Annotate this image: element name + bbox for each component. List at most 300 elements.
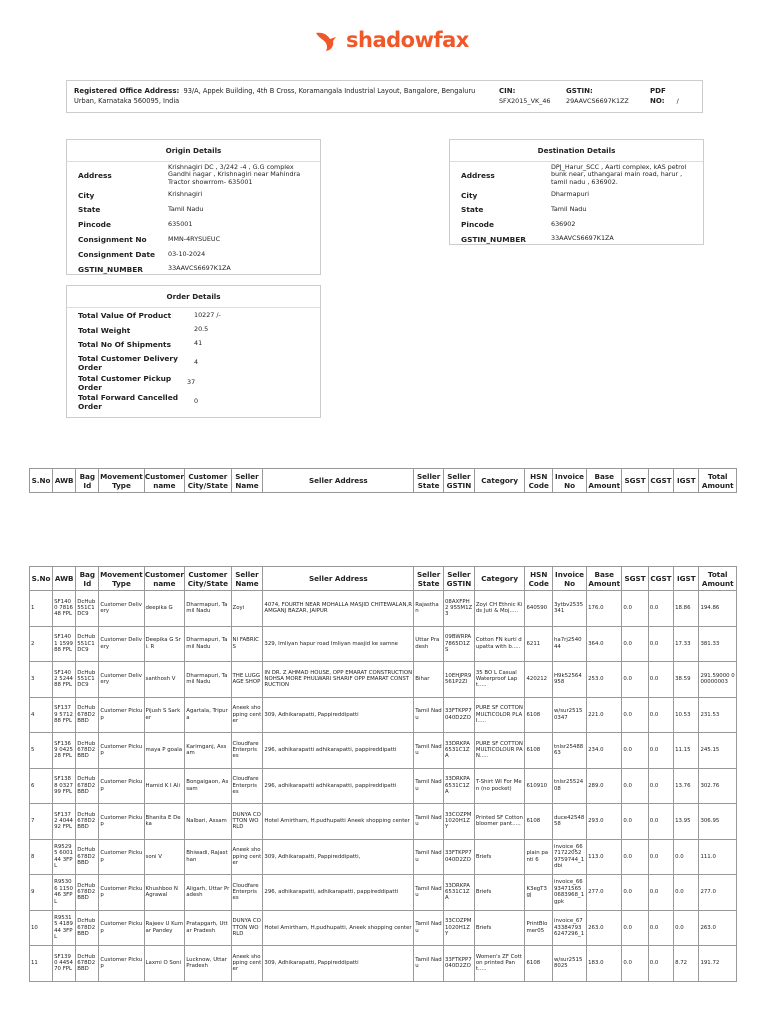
col-header: Bag Id <box>76 567 99 591</box>
cell-customer-city-state: Bhiwadi, Rajasthan <box>185 839 231 875</box>
cell-igst: 13.76 <box>674 768 699 804</box>
col-header: SGST <box>622 567 648 591</box>
cell-seller-gstin: 33COZPM 1020H1ZY <box>444 804 475 840</box>
cell-sno: 4 <box>30 697 53 733</box>
cin-label: CIN: <box>499 87 516 95</box>
col-header: AWB <box>53 567 76 591</box>
cell-movement-type: Customer Pickup <box>99 804 144 840</box>
cell-customer-name: maya P goala <box>144 733 185 769</box>
origin-gstin-row <box>67 262 320 276</box>
cell-customer-name: Bhanita E Deka <box>144 804 185 840</box>
cell-seller-state: Rajastha n <box>414 591 444 627</box>
cell-base-amount: 263.0 <box>587 910 622 946</box>
col-header: CGST <box>648 469 673 493</box>
cell-customer-city-state: Dharmapuri, Tamil Nadu <box>185 662 231 698</box>
cin-block <box>499 86 550 106</box>
destination-state-label: State <box>461 205 484 214</box>
cell-igst: 0.0 <box>674 839 699 875</box>
cell-cgst: 0.0 <box>648 768 673 804</box>
col-header: Category <box>474 469 525 493</box>
cell-customer-name: santhosh V <box>144 662 185 698</box>
cell-bag-id: DcHub 678D2 BBD <box>76 697 99 733</box>
cell-seller-address: Hotel Amirtham, H.pudhupatti Aneek shopping center <box>263 804 414 840</box>
cell-awb: SF1402 524488 FPL <box>53 662 76 698</box>
order-total-weight-value: 20.5 <box>194 325 209 334</box>
destination-city-value: Dharmapuri <box>551 190 590 199</box>
destination-details-title: Destination Details <box>450 140 703 162</box>
gstin-value: 29AAVCS6697K1ZZ <box>566 97 629 105</box>
cell-awb: SF1400 781648 FPL <box>53 591 76 627</box>
origin-address-value: Krishnagiri DC , 3/242 -4 , G.G complex Gandhi nagar , Krishnagiri near Mahindra Tractor showrrom- 635001 <box>168 162 301 186</box>
cell-awb: R95295 600144 3FPL <box>53 839 76 875</box>
cell-igst: 8.72 <box>674 946 699 982</box>
cell-seller-address: 309, Adhikarapatti, Pappireddipatti <box>263 697 414 733</box>
cell-cgst: 0.0 <box>648 875 673 911</box>
items-table-header-row <box>30 567 737 591</box>
cell-seller-address: 309, Adhikarapatti, Pappireddipatti, <box>263 839 414 875</box>
cell-seller-state: Bihar <box>414 662 444 698</box>
origin-city-value: Krishnagiri <box>168 190 203 199</box>
col-header: S.No <box>30 567 53 591</box>
col-header: Invoice No <box>553 469 587 493</box>
cell-invoice-no: 3ytbv2535 341 <box>553 591 587 627</box>
cell-igst: 13.95 <box>674 804 699 840</box>
cell-seller-state: Tamil Nadu <box>414 697 444 733</box>
cell-seller-address: IN DR. Z AHMAD HOUSE, OPP EMARAT CONSTRUCTION NOHSA MORE PHULWARI SHARIF OPP EMARAT CONSTRUCTION <box>263 662 414 698</box>
destination-state-row <box>450 202 703 217</box>
cell-awb: SF1401 159988 FPL <box>53 626 76 662</box>
cell-cgst: 0.0 <box>648 733 673 769</box>
origin-state-value: Tamil Nadu <box>168 204 204 213</box>
cell-cgst: 0.0 <box>648 626 673 662</box>
origin-consignment-date-row <box>67 247 320 262</box>
cell-seller-name: THE LUGGAGE SHOP <box>231 662 263 698</box>
cell-seller-address: 309, Adhikarapatti, Pappireddipatti <box>263 946 414 982</box>
destination-pincode-row <box>450 217 703 232</box>
cell-customer-name: Deepika G Sri. R <box>144 626 185 662</box>
cell-seller-address: 4074, FOURTH NEAR MOHALLA MASJID CHITEWALAN,RAMGANJ BAZAR, JAIPUR <box>263 591 414 627</box>
cell-category: Women's ZF Cotton printed Pant..... <box>474 946 525 982</box>
cell-sgst: 0.0 <box>622 910 648 946</box>
destination-address-row <box>450 162 703 188</box>
cell-igst: 0.0 <box>674 875 699 911</box>
cell-cgst: 0.0 <box>648 804 673 840</box>
brand-logo <box>314 24 469 56</box>
cell-sno: 2 <box>30 626 53 662</box>
cell-cgst: 0.0 <box>648 910 673 946</box>
cell-category: Zoyi CH Ethnic Kids Juti & Moj..... <box>474 591 525 627</box>
cell-invoice-no: invoice_66 71722052 9759744_1 dbi <box>553 839 587 875</box>
cell-category: Briefs <box>474 910 525 946</box>
cell-movement-type: Customer Delivery <box>99 591 144 627</box>
cell-invoice-no: tnlsr25488 63 <box>553 733 587 769</box>
col-header: SGST <box>622 469 648 493</box>
gstin-label: GSTIN: <box>566 87 593 95</box>
cell-sno: 8 <box>30 839 53 875</box>
col-header: Customer City/State <box>185 567 231 591</box>
cell-seller-address: 329, Imliyan hapur road Imliyan masjid ke samne <box>263 626 414 662</box>
items-table-body <box>30 591 737 982</box>
cell-hsn-code: 420212 <box>525 662 553 698</box>
col-header: HSN Code <box>525 469 553 493</box>
cell-customer-city-state: Dharmapuri, Tamil Nadu <box>185 591 231 627</box>
cell-seller-name: NI FABRICS <box>231 626 263 662</box>
cell-seller-gstin: 33FTKPP7 040D2ZO <box>444 946 475 982</box>
cell-invoice-no: invoice_66 93471565 0683968_1 gpk <box>553 875 587 911</box>
cell-sgst: 0.0 <box>622 875 648 911</box>
cell-seller-gstin: 33FTKPP7 040D2ZO <box>444 697 475 733</box>
order-total-weight-row <box>67 323 320 337</box>
cell-seller-name: Aneek shopping center <box>231 697 263 733</box>
cell-awb: SF1379 571288 FPL <box>53 697 76 733</box>
cell-customer-name: Rajeev U Kumar Pandey <box>144 910 185 946</box>
col-header: Seller Address <box>263 469 414 493</box>
cell-awb: SF1369 042528 FPL <box>53 733 76 769</box>
cell-customer-name: Pijush S Sarker <box>144 697 185 733</box>
cell-invoice-no: H9k52564 958 <box>553 662 587 698</box>
origin-consignment-no-label: Consignment No <box>78 235 147 244</box>
cell-bag-id: DcHub 678D2 BBD <box>76 839 99 875</box>
cell-customer-city-state: Aligarh, Uttar Pradesh <box>185 875 231 911</box>
registered-address-value: 93/A, Appek Building, 4th B Cross, Koramangala Industrial Layout, Bangalore, Bengaluru Urban, Karnataka 560095, India <box>74 87 476 105</box>
destination-pincode-value: 636902 <box>551 219 576 228</box>
col-header: AWB <box>53 469 76 493</box>
cell-hsn-code: 6108 <box>525 697 553 733</box>
cell-igst: 0.0 <box>674 910 699 946</box>
order-delivery-row <box>67 351 320 375</box>
cell-seller-name: Zoyi <box>231 591 263 627</box>
destination-gstin-label: GSTIN_NUMBER <box>461 234 526 244</box>
pdf-no-block <box>650 86 679 106</box>
origin-address-row <box>67 162 320 188</box>
cell-hsn-code: 6108 <box>525 946 553 982</box>
cell-seller-state: Tamil Nadu <box>414 875 444 911</box>
cell-cgst: 0.0 <box>648 946 673 982</box>
cell-base-amount: 289.0 <box>587 768 622 804</box>
cell-seller-gstin: 08AXFPH2 955M1Z3 <box>444 591 475 627</box>
cell-seller-gstin: 09BWRPA 7865D1ZS <box>444 626 475 662</box>
cell-customer-city-state: Dharmapuri, Tamil Nadu <box>185 626 231 662</box>
order-total-value-value: 10227 /- <box>194 310 221 319</box>
cell-movement-type: Customer Pickup <box>99 768 144 804</box>
order-details-box <box>66 285 321 418</box>
cell-total-amount: 245.15 <box>699 733 737 769</box>
cell-hsn-code: 6108 <box>525 804 553 840</box>
cell-sgst: 0.0 <box>622 662 648 698</box>
cell-bag-id: DcHub 678D2 BBD <box>76 804 99 840</box>
registered-address <box>74 87 479 106</box>
cell-seller-gstin: 33COZPM 1020H1ZY <box>444 910 475 946</box>
shadowfax-bird-icon <box>314 27 340 53</box>
cin-value: SFX2015_VK_46 <box>499 97 551 105</box>
cell-total-amount: 191.72 <box>699 946 737 982</box>
table-row <box>30 839 737 875</box>
cell-movement-type: Customer Pickup <box>99 697 144 733</box>
cell-seller-state: Tamil Nadu <box>414 733 444 769</box>
cell-seller-state: Uttar Pradesh <box>414 626 444 662</box>
cell-total-amount: 194.86 <box>699 591 737 627</box>
cell-igst: 38.59 <box>674 662 699 698</box>
cell-seller-name: Aneek shopping center <box>231 839 263 875</box>
registered-address-label: Registered Office Address: <box>74 87 180 95</box>
order-total-value-row <box>67 308 320 323</box>
col-header: Seller Name <box>231 567 263 591</box>
cell-base-amount: 253.0 <box>587 662 622 698</box>
origin-gstin-value: 33AAVCS6697K1ZA <box>168 264 231 273</box>
no-value: / <box>676 97 679 105</box>
destination-pincode-label: Pincode <box>461 220 494 229</box>
cell-awb: R95306 115046 3FPL <box>53 875 76 911</box>
cell-category: T-Shirt WI For Men (no pocket) <box>474 768 525 804</box>
col-header: Bag Id <box>76 469 99 493</box>
cell-base-amount: 364.0 <box>587 626 622 662</box>
order-pickup-label: Total Customer Pickup Order <box>78 373 172 392</box>
cell-movement-type: Customer Pickup <box>99 733 144 769</box>
cell-hsn-code: 610910 <box>525 768 553 804</box>
table-row <box>30 626 737 662</box>
destination-state-value: Tamil Nadu <box>551 204 587 213</box>
col-header: Movement Type <box>99 469 144 493</box>
order-total-value-label: Total Value Of Product <box>78 311 172 320</box>
destination-details-box <box>449 139 704 245</box>
cell-sgst: 0.0 <box>622 768 648 804</box>
cell-sno: 6 <box>30 768 53 804</box>
cell-invoice-no: duce42548 58 <box>553 804 587 840</box>
origin-city-row <box>67 188 320 202</box>
cell-total-amount: 306.95 <box>699 804 737 840</box>
cell-sno: 11 <box>30 946 53 982</box>
col-header: Total Amount <box>699 469 737 493</box>
destination-gstin-value: 33AAVCS6697K1ZA <box>551 234 614 243</box>
cell-customer-name: soni V <box>144 839 185 875</box>
origin-details-box <box>66 139 321 275</box>
cell-sno: 9 <box>30 875 53 911</box>
order-total-weight-label: Total Weight <box>78 325 131 335</box>
destination-address-label: Address <box>461 170 495 180</box>
col-header: S.No <box>30 469 53 493</box>
order-total-shipments-row <box>67 337 320 351</box>
brand-name: shadowfax <box>346 28 469 52</box>
cell-bag-id: DcHub 678D2 BBD <box>76 875 99 911</box>
cell-cgst: 0.0 <box>648 591 673 627</box>
cell-sno: 10 <box>30 910 53 946</box>
cell-category: Briefs <box>474 839 525 875</box>
col-header: Base Amount <box>587 567 622 591</box>
col-header: Invoice No <box>553 567 587 591</box>
cell-movement-type: Customer Delivery <box>99 662 144 698</box>
cell-bag-id: DcHub 551C1 DC9 <box>76 626 99 662</box>
cell-seller-state: Tamil Nadu <box>414 768 444 804</box>
cell-igst: 17.33 <box>674 626 699 662</box>
cell-sgst: 0.0 <box>622 697 648 733</box>
cell-base-amount: 221.0 <box>587 697 622 733</box>
cell-customer-city-state: Pratapgarh, Uttar Pradesh <box>185 910 231 946</box>
cell-category: Cotton FN kurti dupatta with b..... <box>474 626 525 662</box>
cell-cgst: 0.0 <box>648 662 673 698</box>
order-delivery-value: 4 <box>194 358 199 367</box>
table-row <box>30 768 737 804</box>
table-row <box>30 697 737 733</box>
order-total-shipments-label: Total No Of Shipments <box>78 339 171 349</box>
cell-seller-name: Cloudfare Enterpris es <box>231 768 263 804</box>
cell-movement-type: Customer Pickup <box>99 875 144 911</box>
items-header-table <box>29 468 737 493</box>
cell-sgst: 0.0 <box>622 839 648 875</box>
order-pickup-row <box>67 375 320 390</box>
cell-category: PURE SF COTTON MULTICOLOR PLAI..... <box>474 697 525 733</box>
destination-city-label: City <box>461 190 478 200</box>
cell-base-amount: 234.0 <box>587 733 622 769</box>
cell-seller-address: 296, adhikarapatti, adhikarapatti, pappireddipatti <box>263 875 414 911</box>
table-row <box>30 875 737 911</box>
cell-total-amount: 111.0 <box>699 839 737 875</box>
no-label: NO: <box>650 97 665 105</box>
origin-state-label: State <box>78 205 101 214</box>
cell-seller-gstin: 33DRKPA 6531C1ZA <box>444 768 475 804</box>
origin-state-row <box>67 202 320 217</box>
cell-seller-address: 296, adhikarapatti adhikarapatti, pappireddipatti <box>263 733 414 769</box>
registered-office-box <box>66 80 703 113</box>
order-cancelled-label: Total Forward Cancelled Order <box>78 393 178 411</box>
cell-total-amount: 381.33 <box>699 626 737 662</box>
cell-igst: 18.86 <box>674 591 699 627</box>
col-header: Movement Type <box>99 567 144 591</box>
items-header-row <box>30 469 737 493</box>
cell-bag-id: DcHub 678D2 BBD <box>76 733 99 769</box>
origin-address-label: Address <box>78 170 112 180</box>
cell-igst: 11.15 <box>674 733 699 769</box>
origin-consignment-no-row <box>67 232 320 247</box>
cell-base-amount: 293.0 <box>587 804 622 840</box>
table-row <box>30 733 737 769</box>
cell-sgst: 0.0 <box>622 591 648 627</box>
order-total-shipments-value: 41 <box>194 339 203 348</box>
cell-seller-gstin: 33FTKPP7 040D2ZO <box>444 839 475 875</box>
col-header: IGST <box>674 567 699 591</box>
cell-movement-type: Customer Pickup <box>99 839 144 875</box>
origin-consignment-date-value: 03-10-2024 <box>168 249 206 258</box>
col-header: Seller State <box>414 469 444 493</box>
destination-city-row <box>450 188 703 202</box>
cell-sno: 5 <box>30 733 53 769</box>
cell-sgst: 0.0 <box>622 804 648 840</box>
origin-pincode-row <box>67 217 320 232</box>
order-cancelled-row <box>67 390 320 414</box>
cell-customer-name: deepika G <box>144 591 185 627</box>
cell-cgst: 0.0 <box>648 839 673 875</box>
col-header: Base Amount <box>587 469 622 493</box>
cell-total-amount: 263.0 <box>699 910 737 946</box>
cell-seller-state: Tamil Nadu <box>414 910 444 946</box>
origin-pincode-value: 635001 <box>168 219 193 228</box>
cell-seller-name: DUNYA COTTON WORLD <box>231 910 263 946</box>
cell-movement-type: Customer Pickup <box>99 910 144 946</box>
cell-category: 35 BO L Casual Waterproof Lapt..... <box>474 662 525 698</box>
order-cancelled-value: 0 <box>194 397 199 406</box>
table-row <box>30 662 737 698</box>
cell-base-amount: 113.0 <box>587 839 622 875</box>
col-header: Customer City/State <box>185 469 231 493</box>
cell-seller-state: Tamil Nadu <box>414 946 444 982</box>
col-header: Seller Address <box>263 567 414 591</box>
table-row <box>30 946 737 982</box>
cell-customer-name: Laxmi O Soni <box>144 946 185 982</box>
cell-invoice-no: invoice_67 43384793 6247296_1 <box>553 910 587 946</box>
destination-address-value: DPJ_Harur_SCC , Aarti complex, kAS petrol bunk near, uthangarai main road, harur , tamil nadu , 636902. <box>551 162 687 186</box>
table-row <box>30 591 737 627</box>
cell-seller-gstin: 33DRKPA 6531C1ZA <box>444 875 475 911</box>
gstin-block <box>566 86 629 106</box>
col-header: Seller State <box>414 567 444 591</box>
origin-details-title: Origin Details <box>67 140 320 162</box>
cell-sgst: 0.0 <box>622 946 648 982</box>
cell-category: Briefs <box>474 875 525 911</box>
cell-seller-state: Tamil Nadu <box>414 804 444 840</box>
cell-awb: R95315 418944 3FPL <box>53 910 76 946</box>
cell-seller-name: Cloudfare Enterpris es <box>231 875 263 911</box>
cell-hsn-code: PrintBlo mer05 <box>525 910 553 946</box>
col-header: Customer name <box>144 567 185 591</box>
cell-bag-id: DcHub 678D2 BBD <box>76 910 99 946</box>
cell-total-amount: 277.0 <box>699 875 737 911</box>
col-header: HSN Code <box>525 567 553 591</box>
cell-sno: 3 <box>30 662 53 698</box>
cell-hsn-code: 640590 <box>525 591 553 627</box>
cell-customer-name: Khushboo N Agrawal <box>144 875 185 911</box>
cell-cgst: 0.0 <box>648 697 673 733</box>
col-header: CGST <box>648 567 673 591</box>
cell-hsn-code: K3egT3 gj <box>525 875 553 911</box>
cell-category: Printed SF Cotton bloomer pant..... <box>474 804 525 840</box>
col-header: IGST <box>674 469 699 493</box>
col-header: Customer name <box>144 469 185 493</box>
origin-pincode-label: Pincode <box>78 220 111 229</box>
pdf-label: PDF <box>650 87 666 95</box>
cell-bag-id: DcHub 678D2 BBD <box>76 946 99 982</box>
cell-seller-name: Aneek shopping center <box>231 946 263 982</box>
cell-invoice-no: ha7rj2540 44 <box>553 626 587 662</box>
cell-base-amount: 183.0 <box>587 946 622 982</box>
cell-total-amount: 291.59000 000000003 <box>699 662 737 698</box>
cell-sgst: 0.0 <box>622 733 648 769</box>
cell-customer-city-state: Bongaigaon, Assam <box>185 768 231 804</box>
table-row <box>30 804 737 840</box>
cell-base-amount: 277.0 <box>587 875 622 911</box>
cell-awb: SF1372 404492 FPL <box>53 804 76 840</box>
col-header: Seller Name <box>231 469 263 493</box>
cell-seller-state: Tamil Nadu <box>414 839 444 875</box>
origin-consignment-date-label: Consignment Date <box>78 250 155 259</box>
cell-seller-address: Hotel Amirtham, H.pudhupatti, Aneek shopping center <box>263 910 414 946</box>
cell-customer-city-state: Lucknow, Uttar Pradesh <box>185 946 231 982</box>
cell-bag-id: DcHub 551C1 DC9 <box>76 591 99 627</box>
cell-invoice-no: w/sur2515 8025 <box>553 946 587 982</box>
cell-sgst: 0.0 <box>622 626 648 662</box>
cell-sno: 1 <box>30 591 53 627</box>
cell-seller-gstin: 33DRKPA 6531C1ZA <box>444 733 475 769</box>
cell-igst: 10.53 <box>674 697 699 733</box>
cell-awb: SF1388 032799 FPL <box>53 768 76 804</box>
items-table <box>29 566 737 982</box>
origin-consignment-no-value: MMN-4RYSUEUC <box>168 234 221 243</box>
col-header: Category <box>474 567 525 591</box>
cell-total-amount: 231.53 <box>699 697 737 733</box>
cell-hsn-code: 6211 <box>525 626 553 662</box>
origin-gstin-label: GSTIN_NUMBER <box>78 264 143 274</box>
cell-total-amount: 302.76 <box>699 768 737 804</box>
cell-bag-id: DcHub 678D2 BBD <box>76 768 99 804</box>
cell-awb: SF1390 445470 FPL <box>53 946 76 982</box>
